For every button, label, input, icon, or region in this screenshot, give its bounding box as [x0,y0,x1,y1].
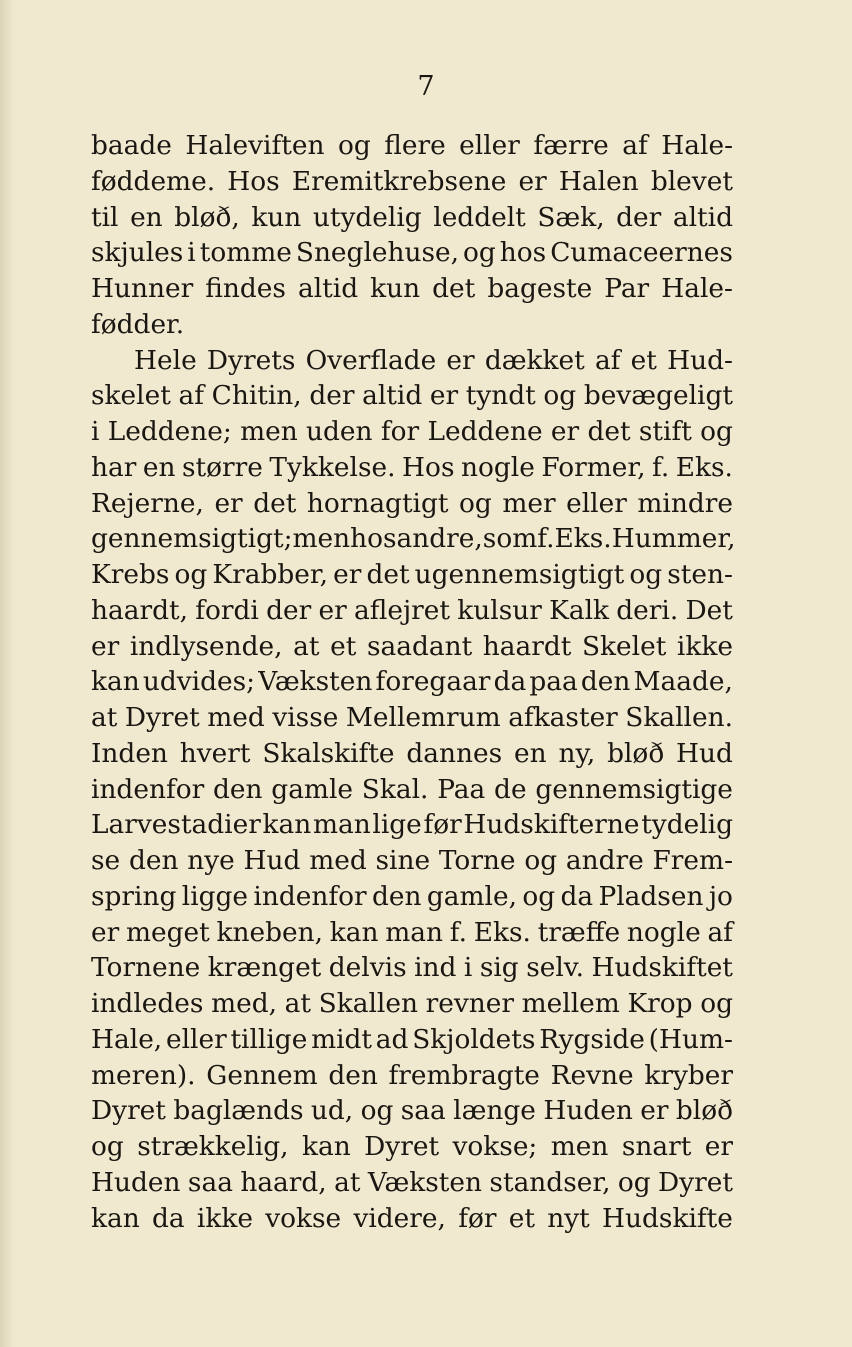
text-line: i Leddene; men uden for Leddene er det stift og [91,416,733,447]
text-line: kan da ikke vokse videre, før et nyt Hudskifte [91,1202,733,1234]
text-line: Hunner findes altid kun det bageste Par Hale- [91,273,733,304]
text-line: Rejerne, er det hornagtigt og mer eller mindre [91,487,733,519]
text-line: baade Haleviften og flere eller færre af Hale- [91,130,733,161]
text-line: Huden saa haard, at Væksten standser, og Dyret [91,1166,733,1198]
text-line: føddeme. Hos Eremitkrebsene er Halen blevet [91,165,733,197]
text-line: indledes med, at Skallen revner mellem Krop og [91,988,733,1019]
text-line: Krebs og Krabber, er det ugennemsigtigt og sten- [91,559,733,590]
text-line: har en større Tykkelse. Hos nogle Former, f. Eks. [91,451,733,483]
paragraph-2 [91,343,736,1237]
text-line: og strækkelig, kan Dyret vokse; men snart er [91,1131,733,1162]
body-text [91,128,736,1236]
text-line: Dyret baglænds ud, og saa længe Huden er bløð [91,1095,733,1127]
text-line: Hele Dyrets Overflade er dækket af et Hud- [134,344,733,376]
text-line: Inden hvert Skalskifte dannes en ny, bløð Hud [91,737,733,769]
text-line: se den nye Hud med sine Torne og andre Frem- [91,845,733,876]
text-line: spring ligge indenfor den gamle, og da Pladsen jo [91,880,733,912]
text-line: at Dyret med visse Mellemrum afkaster Skallen. [91,702,733,733]
text-line: indenfor den gamle Skal. Paa de gennemsigtige [91,773,733,805]
text-line: Tornene krænget delvis ind i sig selv. Hudskiftet [91,952,733,984]
text-line: er indlysende, at et saadant haardt Skelet ikke [91,630,733,662]
text-line: meren). Gennem den frembragte Revne kryber [91,1059,733,1091]
text-line: til en bløð, kun utydelig leddelt Sæk, der altid [91,201,733,233]
page-number: 7 [417,71,435,102]
text-line: skelet af Chitin, der altid er tyndt og bevægeligt [91,380,733,412]
text-line: Hale, eller tillige midt ad Skjoldets Rygside (Hum- [91,1023,733,1055]
text-line: fødder. [91,308,185,340]
paragraph-1 [91,128,733,343]
text-line: skjules i tomme Sneglehuse, og hos Cumaceernes [91,237,733,269]
text-line: kan udvides; Væksten foregaar da paa den Maade, [91,666,733,698]
text-line: Larvestadier kan man lige før Hudskifterne tydelig [91,809,733,841]
text-line: haardt, fordi der er aflejret kulsur Kalk deri. Det [91,594,733,626]
text-line: er meget kneben, kan man f. Eks. træffe nogle af [91,916,733,948]
text-line: gennemsigtigt; men hos andre, som f. Eks. Hummer, [91,523,736,555]
